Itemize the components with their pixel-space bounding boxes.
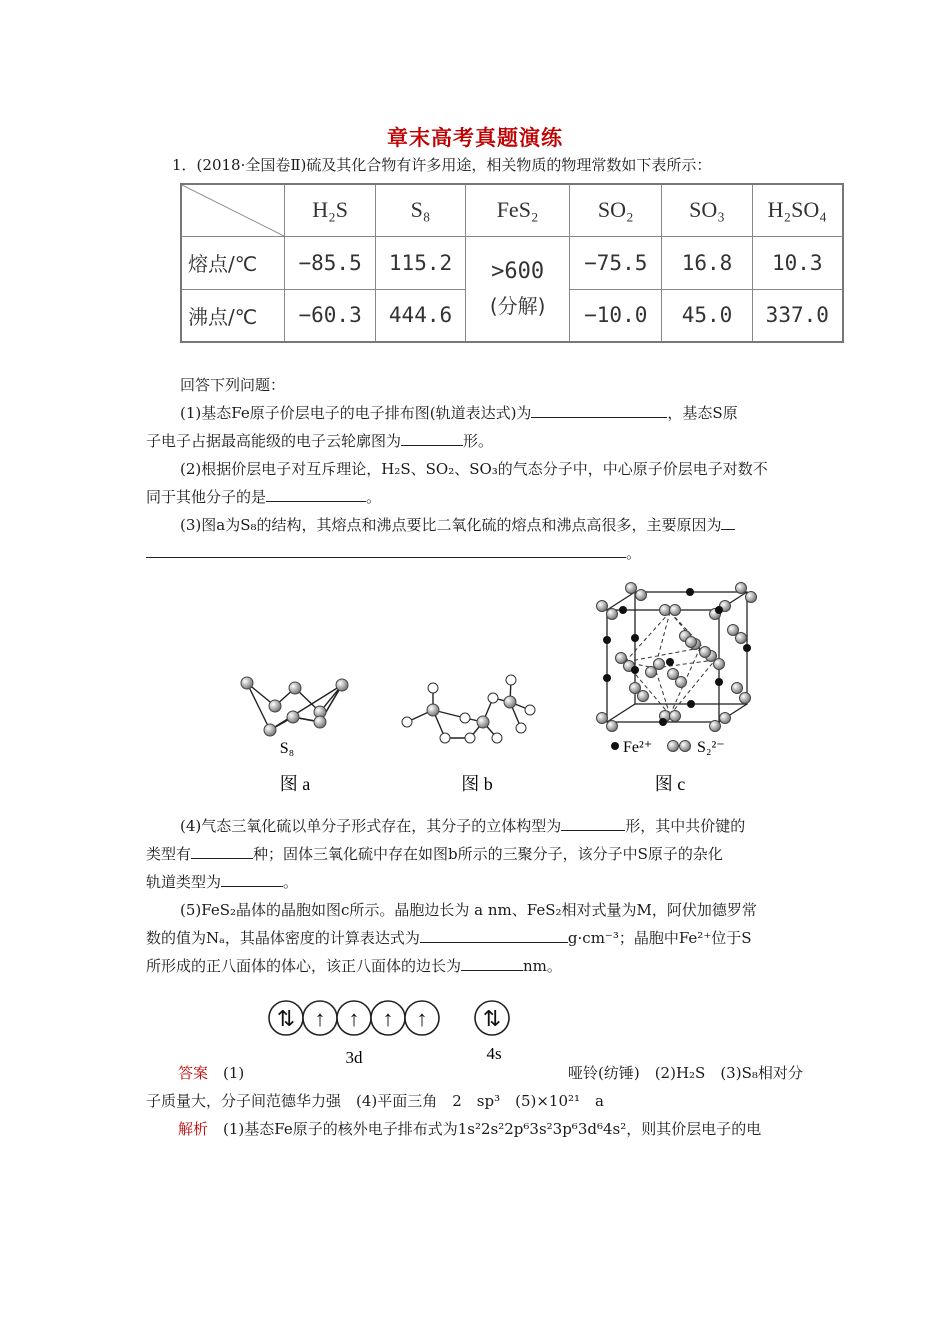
orbital-3d-3: ↑: [348, 1006, 360, 1031]
answer-text-a: (1): [223, 1064, 245, 1082]
table-cell: 10.3: [752, 236, 843, 289]
header-so2: SO₂: [570, 184, 662, 236]
orbital-3d-5: ↑: [416, 1006, 428, 1031]
table-cell: −10.0: [570, 289, 662, 342]
part4-text3: 轨道类型为: [146, 873, 222, 891]
answer-blank: [531, 403, 667, 418]
orbital-3d-1: ⇅: [276, 1006, 296, 1031]
answer-blank: [266, 487, 366, 502]
trimer-atoms: [402, 675, 535, 743]
part1-text2: 子电子占据最高能级的电子云轮廓图为: [146, 432, 402, 450]
answer-blank: [420, 928, 568, 943]
part2-line2: [146, 487, 381, 507]
s8-label: S₈: [279, 740, 295, 757]
part3-line2: [146, 543, 641, 563]
orbital-diagram: [258, 985, 522, 1071]
part3-line1: [180, 515, 735, 535]
row-label-boiling: 沸点/℃: [181, 289, 285, 342]
part2-text-end: 。: [366, 488, 382, 506]
part3-text: (3)图a为S₈的结构，其熔点和沸点要比二氧化硫的熔点和沸点高很多，主要原因为: [180, 516, 722, 534]
label-3d: 3d: [345, 1048, 363, 1067]
label-4s: 4s: [486, 1044, 502, 1063]
part3-text-end: 。: [626, 544, 642, 562]
part5-line1: (5)FeS₂晶体的晶胞如图c所示。晶胞边长为 a nm、FeS₂相对式量为M，阿伏加德罗常: [180, 901, 757, 919]
row-label-melting: 熔点/℃: [181, 236, 285, 289]
part2-text: 同于其他分子的是: [146, 488, 267, 506]
properties-table: [180, 183, 844, 343]
answer-blank: [561, 816, 625, 831]
table-cell: 16.8: [662, 236, 752, 289]
part1-text-end: ，基态S原: [667, 404, 738, 422]
fe-legend-dot: [611, 742, 619, 750]
answer-line1: [178, 1063, 244, 1083]
analysis-tag: 解析: [178, 1120, 209, 1138]
header-s8: S₈: [375, 184, 465, 236]
answer-blank: [461, 956, 523, 971]
table-cell: −75.5: [570, 236, 662, 289]
fes2-value: >600: [491, 258, 545, 284]
table-cell: 444.6: [375, 289, 465, 342]
s2-legend-ball: [668, 741, 679, 752]
part2-line1: (2)根据价层电子对互斥理论，H₂S、SO₂、SO₃的气态分子中，中心原子价层电子对数不: [180, 460, 768, 478]
part1-line2: [146, 431, 493, 451]
part4-text2-mid: 种；固体三氧化硫中存在如图b所示的三聚分子，该分子中S原子的杂化: [253, 845, 723, 863]
answer-blank: [721, 515, 735, 530]
answer-line2: 子质量大，分子间范德华力强 (4)平面三角 2 sp³ (5)×10²¹ a: [146, 1092, 604, 1110]
analysis-text: (1)基态Fe原子的核外电子排布式为1s²2s²2p⁶3s²3p⁶3d⁶4s²，则其价层电子的电: [223, 1120, 762, 1138]
table-cell: 337.0: [752, 289, 843, 342]
structure-figures: [225, 570, 760, 800]
answer-blank: [221, 872, 283, 887]
table-cell: −85.5: [285, 236, 375, 289]
part5-text3-end: nm。: [523, 957, 562, 975]
part5-text3: 所形成的正八面体的体心，该正八面体的边长为: [146, 957, 462, 975]
part5-line3: [146, 956, 562, 976]
header-fes2: FeS₂: [466, 184, 570, 236]
part1-text: (1)基态Fe原子价层电子的电子排布图(轨道表达式)为: [180, 404, 532, 422]
page-title: 章末高考真题演练: [387, 125, 563, 150]
caption-c: 图 c: [654, 774, 686, 794]
diagonal-line: [182, 185, 286, 237]
part4-line2: [146, 844, 723, 864]
answer-line1-b: 哑铃(纺锤) (2)H₂S (3)S₈相对分: [568, 1064, 803, 1082]
part4-text2: 类型有: [146, 845, 192, 863]
fe-legend-label: Fe²⁺: [623, 739, 653, 756]
part4-line1: [180, 816, 745, 836]
answer-blank: [146, 543, 626, 558]
part1-text2-end: 形。: [463, 432, 494, 450]
analysis-line1: [178, 1119, 761, 1139]
fes2-note: (分解): [489, 293, 546, 318]
table-cell: 45.0: [662, 289, 752, 342]
header-so3: SO₃: [662, 184, 752, 236]
orbital-3d-4: ↑: [382, 1006, 394, 1031]
part5-text2-mid: g·cm⁻³；晶胞中Fe²⁺位于S: [567, 929, 752, 947]
s2-legend-label: S₂²⁻: [697, 739, 725, 756]
caption-a: 图 a: [279, 774, 311, 794]
table-cell: 115.2: [375, 236, 465, 289]
answer-blank: [401, 431, 463, 446]
part4-text-mid: 形，其中共价键的: [625, 817, 746, 835]
caption-b: 图 b: [461, 774, 493, 794]
part4-line3: [146, 872, 298, 892]
part1-line1: [180, 403, 738, 423]
part5-text2: 数的值为Nₐ，其晶体密度的计算表达式为: [146, 929, 420, 947]
answer-blank: [191, 844, 253, 859]
table-cell: −60.3: [285, 289, 375, 342]
question-intro: 1．(2018·全国卷Ⅱ)硫及其化合物有许多用途，相关物质的物理常数如下表所示：: [172, 156, 712, 174]
header-h2s: H₂S: [285, 184, 375, 236]
prompt: 回答下列问题：: [180, 376, 286, 394]
orbital-4s: ⇅: [482, 1006, 502, 1031]
fes2-merged-cell: [466, 236, 570, 342]
table-corner-cell: [181, 184, 285, 236]
s8-atoms: [241, 677, 348, 736]
s2-pairs: [597, 583, 757, 732]
trimer-structure: [407, 680, 530, 738]
orbital-3d-2: ↑: [314, 1006, 326, 1031]
s2-legend-ball: [680, 741, 691, 752]
header-h2so4: H₂SO₄: [752, 184, 843, 236]
part4-text3-end: 。: [283, 873, 299, 891]
part5-line2: [146, 928, 752, 948]
answer-tag: 答案: [178, 1064, 209, 1082]
part4-text: (4)气态三氧化硫以单分子形式存在，其分子的立体构型为: [180, 817, 562, 835]
